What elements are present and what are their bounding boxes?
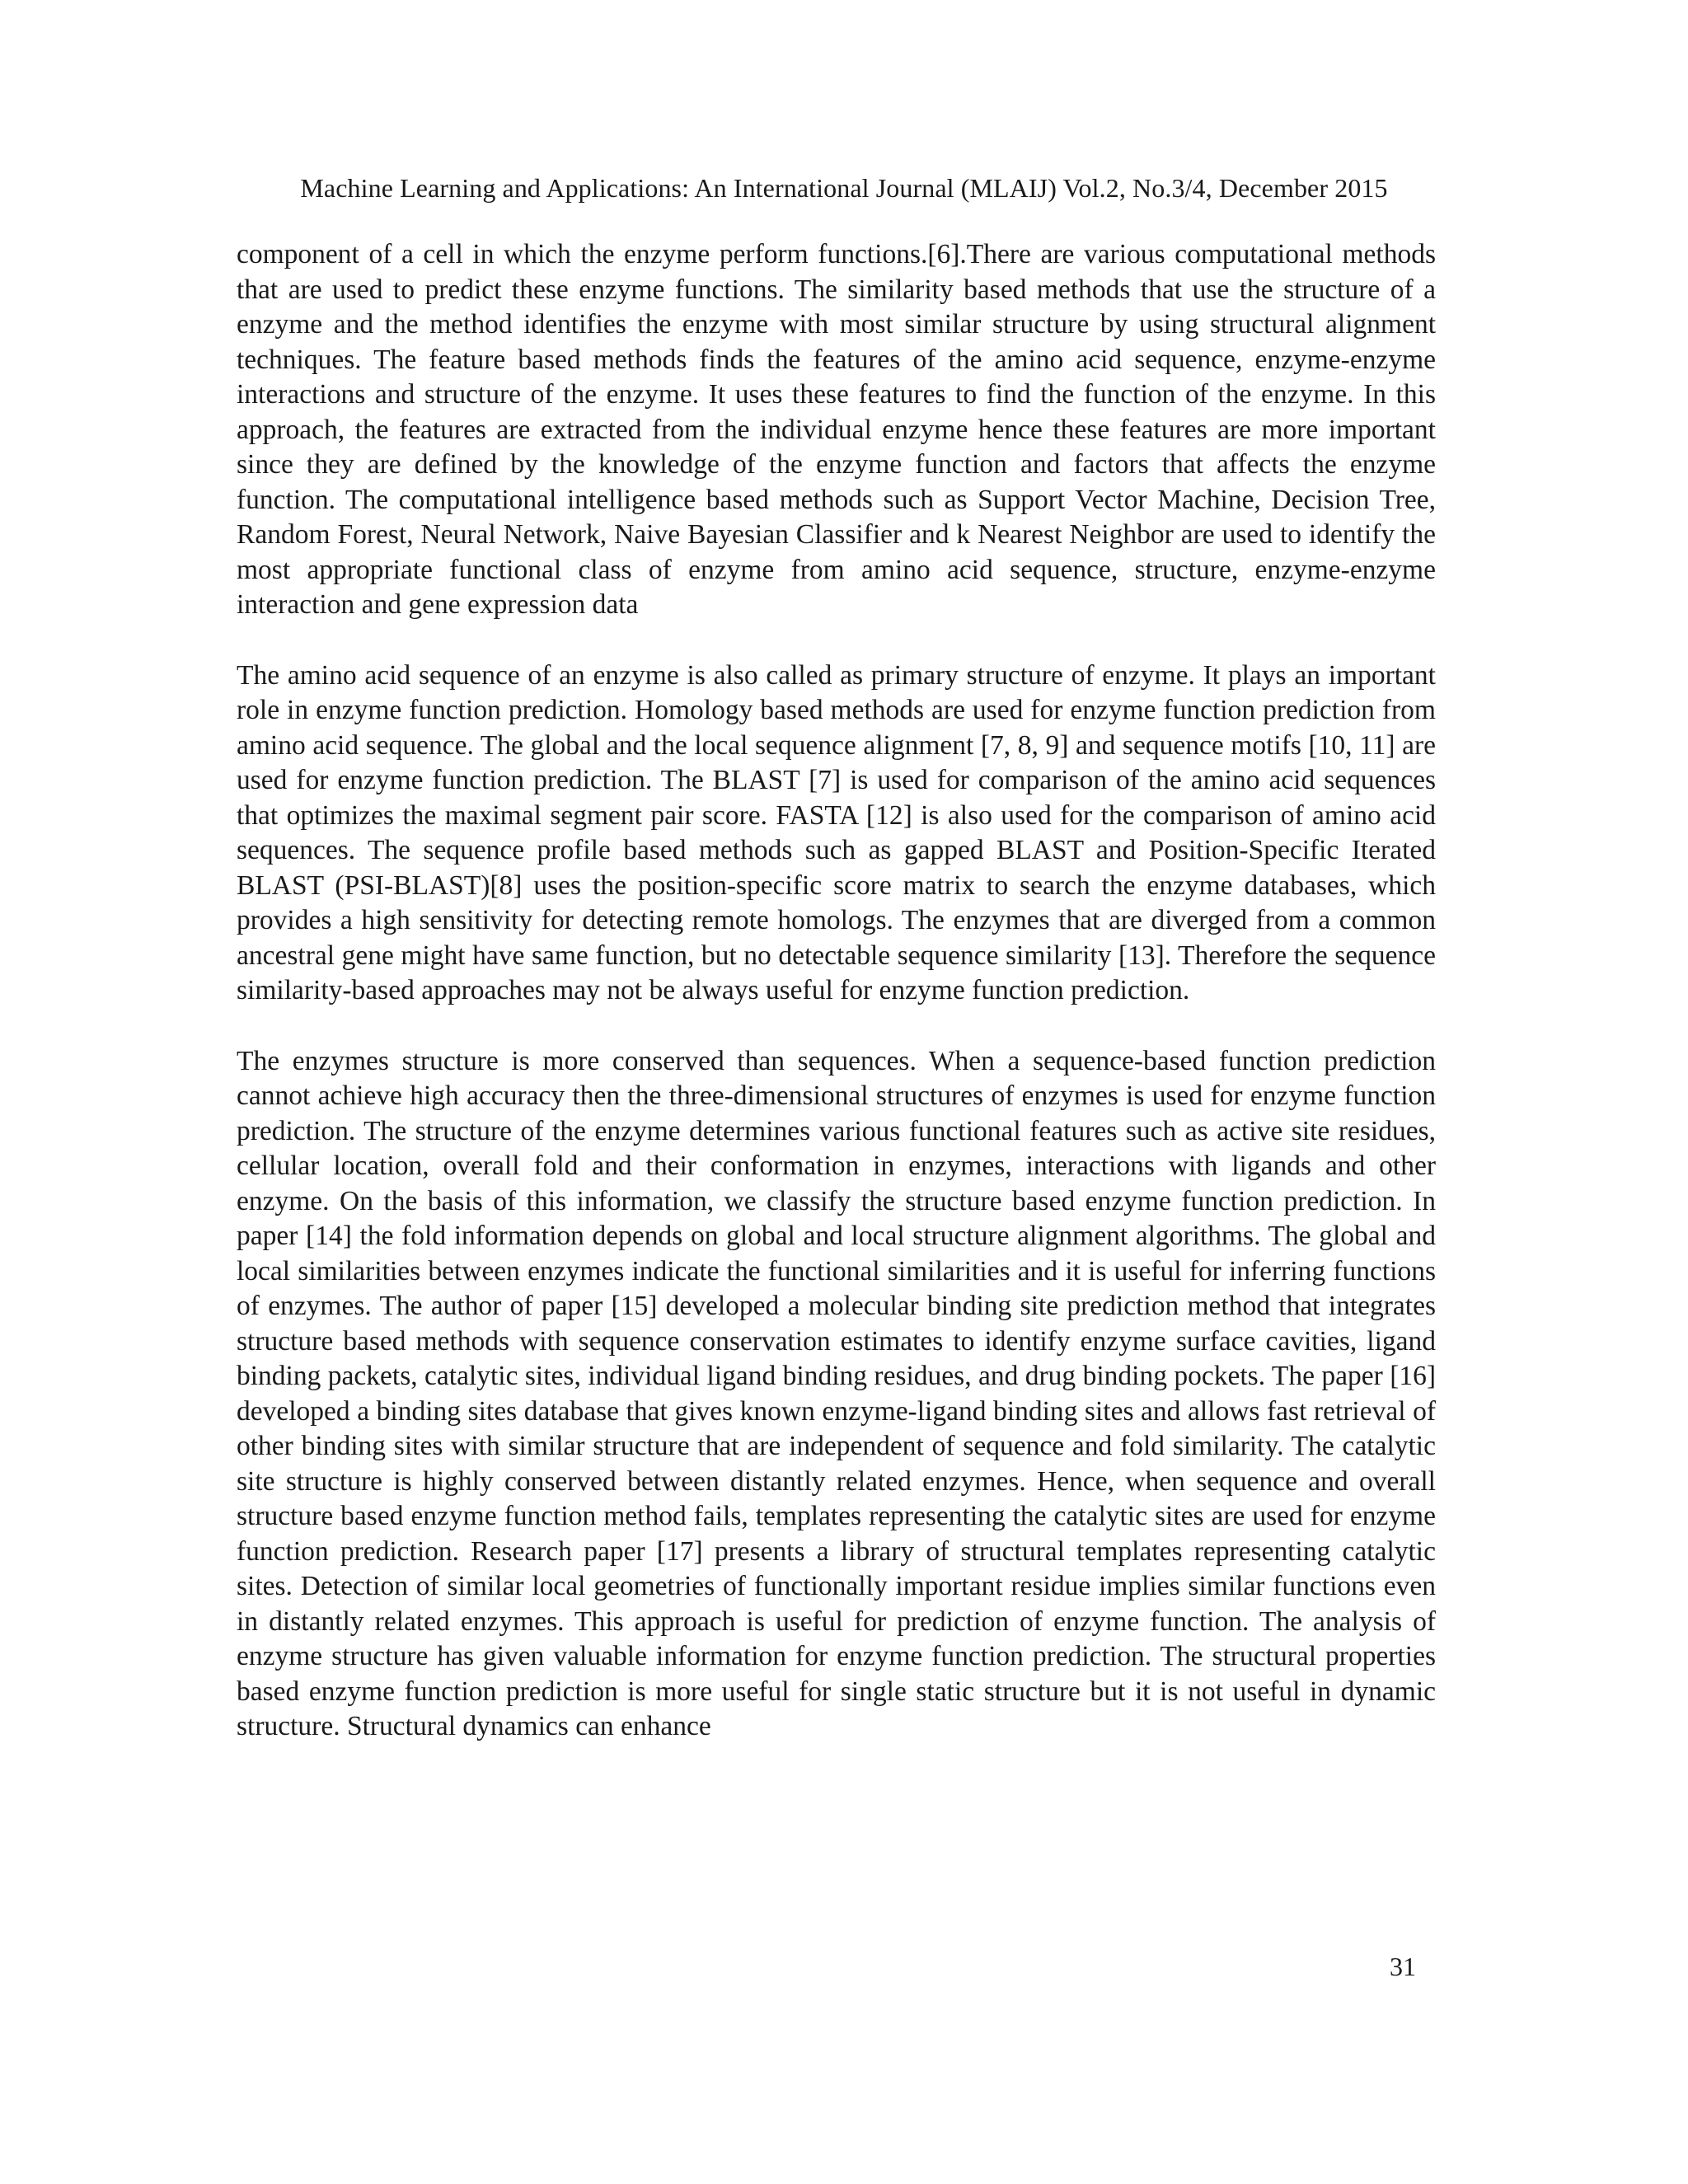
running-header: Machine Learning and Applications: An International Journal (MLAIJ) Vol.2, No.3/4, December 2015 [300, 173, 1388, 203]
paragraph-amino-acid-sequence: The amino acid sequence of an enzyme is also called as primary structure of enzyme. It plays an important role in enzyme function prediction. Homology based methods are used for enzyme function prediction from amino acid sequence. The global and the local sequence alignment [7, 8, 9] and sequence motifs [10, 11] are used for enzyme function prediction. The BLAST [7] is used for comparison of the amino acid sequences that optimizes the maximal segment pair score. FASTA [12] is also used for the comparison of amino acid sequences. The sequence profile based methods such as gapped BLAST and Position-Specific Iterated BLAST (PSI-BLAST)[8] uses the position-specific score matrix to search the enzyme databases, which provides a high sensitivity for detecting remote homologs. The enzymes that are diverged from a common ancestral gene might have same function, but no detectable sequence similarity [13]. Therefore the sequence similarity-based approaches may not be always useful for enzyme function prediction. [237, 659, 1436, 1005]
paragraph-computational-methods: component of a cell in which the enzyme perform functions.[6].There are various computational methods that are used to predict these enzyme functions. The similarity based methods that use the structure of a enzyme and the method identifies the enzyme with most similar structure by using structural alignment techniques. The feature based methods finds the features of the amino acid sequence, enzyme-enzyme interactions and structure of the enzyme. It uses these features to find the function of the enzyme. In this approach, the features are extracted from the individual enzyme hence these features are more important since they are defined by the knowledge of the enzyme function and factors that affects the enzyme function. The computational intelligence based methods such as Support Vector Machine, Decision Tree, Random Forest, Neural Network, Naive Bayesian Classifier and k Nearest Neighbor are used to identify the most appropriate functional class of enzyme from amino acid sequence, structure, enzyme-enzyme interaction and gene expression data [237, 239, 1436, 620]
body-text [237, 237, 1436, 1745]
paragraph-enzyme-structure: The enzymes structure is more conserved than sequences. When a sequence-based function prediction cannot achieve high accuracy then the three-dimensional structures of enzymes is used for enzyme function prediction. The structure of the enzyme determines various functional features such as active site residues, cellular location, overall fold and their conformation in enzymes, interactions with ligands and other enzyme. On the basis of this information, we classify the structure based enzyme function prediction. In paper [14] the fold information depends on global and local structure alignment algorithms. The global and local similarities between enzymes indicate the functional similarities and it is useful for inferring functions of enzymes. The author of paper [15] developed a molecular binding site prediction method that integrates structure based methods with sequence conservation estimates to identify enzyme surface cavities, ligand binding packets, catalytic sites, individual ligand binding residues, and drug binding pockets. The paper [16] developed a binding sites database that gives known enzyme-ligand binding sites and allows fast retrieval of other binding sites with similar structure that are independent of sequence and fold similarity. The catalytic site structure is highly conserved between distantly related enzymes. Hence, when sequence and overall structure based enzyme function method fails, templates representing the catalytic sites are used for enzyme function prediction. Research paper [17] presents a library of structural templates representing catalytic sites. Detection of similar local geometries of functionally important residue implies similar functions even in distantly related enzymes. This approach is useful for prediction of enzyme function. The analysis of enzyme structure has given valuable information for enzyme function prediction. The structural properties based enzyme function prediction is more useful for single static structure but it is not useful in dynamic structure. Structural dynamics can enhance [237, 1045, 1436, 1741]
page-number: 31 [1390, 1952, 1416, 1981]
